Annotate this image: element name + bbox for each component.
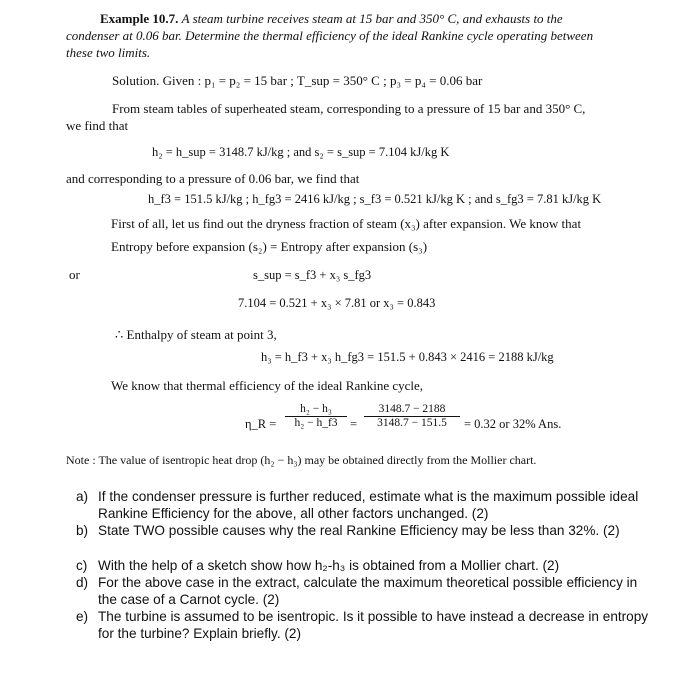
solution-given: Solution. Given : p₁ = p₂ = 15 bar ; T_sup = 350° C ; p₃ = p₄ = 0.06 bar <box>112 73 483 88</box>
question-text: If the condenser pressure is further reduced, estimate what is the maximum possible ideal Rankine Efficiency for the above, all other factors unchanged. (2) <box>98 489 639 521</box>
question-text: With the help of a sketch show how h₂-h₃ is obtained from a Mollier chart. (2) <box>98 558 560 573</box>
example-line-1 <box>100 11 563 27</box>
problem-text-2: condenser at 0.06 bar. Determine the thermal efficiency of the ideal Rankine cycle operating between <box>66 28 594 43</box>
question-letter: d) <box>76 575 89 590</box>
question-e <box>76 608 656 642</box>
fraction-numerator: h₂ − h₃ <box>285 403 347 417</box>
fraction-denominator: 3148.7 − 151.5 <box>377 417 447 429</box>
enthalpy-label: ∴ Enthalpy of steam at point 3, <box>115 327 277 342</box>
equation-h3: h₃ = h_f3 + x₃ h_fg3 = 151.5 + 0.843 × 2416 = 2188 kJ/kg <box>261 350 554 364</box>
dryness-intro: First of all, let us find out the dryness fraction of steam (x₃) after expansion. We know that <box>111 216 582 231</box>
note-text: Note : The value of isentropic heat drop (h₂ − h₃) may be obtained directly from the Mollier chart. <box>66 453 537 467</box>
equation-ssup: s_sup = s_f3 + x₃ s_fg3 <box>253 268 372 282</box>
question-a <box>76 488 656 522</box>
tables-line-2: we find that <box>66 118 129 133</box>
problem-text-3: these two limits. <box>66 45 151 60</box>
efficiency-fraction-symbolic <box>285 403 347 430</box>
problem-text-1: A steam turbine receives steam at 15 bar and 350° C, and exhausts to the <box>181 11 563 26</box>
entropy-statement: Entropy before expansion (s₂) = Entropy after expansion (s₃) <box>111 239 428 254</box>
question-d <box>76 574 656 608</box>
efficiency-intro: We know that thermal efficiency of the ideal Rankine cycle, <box>111 378 424 393</box>
equals-sign: = <box>350 417 358 431</box>
equation-hf3: h_f3 = 151.5 kJ/kg ; h_fg3 = 2416 kJ/kg ; s_f3 = 0.521 kJ/kg K ; and s_fg3 = 7.81 kJ/kg K <box>148 192 602 206</box>
fraction-denominator: h₂ − h_f3 <box>294 417 338 429</box>
question-letter: c) <box>76 558 88 573</box>
question-text: State TWO possible causes why the real Rankine Efficiency may be less than 32%. (2) <box>98 523 620 538</box>
fraction-numerator: 3148.7 − 2188 <box>364 403 460 417</box>
question-b <box>76 522 656 539</box>
question-c <box>76 557 656 574</box>
equation-x3: 7.104 = 0.521 + x₃ × 7.81 or x₃ = 0.843 <box>238 296 436 310</box>
efficiency-fraction-numeric <box>364 403 460 430</box>
corresponding-text: and corresponding to a pressure of 0.06 bar, we find that <box>66 171 360 186</box>
question-letter: b) <box>76 523 89 538</box>
example-heading: Example 10.7. <box>100 11 179 26</box>
question-text: The turbine is assumed to be isentropic. Is it possible to have instead a decrease in entropy for the turbine? Explain briefly. (2) <box>98 609 649 641</box>
eta-symbol: η_R = <box>245 417 277 431</box>
question-letter: e) <box>76 609 89 624</box>
efficiency-result: = 0.32 or 32% Ans. <box>464 417 562 431</box>
or-label: or <box>69 267 80 282</box>
question-text: For the above case in the extract, calculate the maximum theoretical possible efficiency in the case of a Carnot cycle. (2) <box>98 575 638 607</box>
equation-h2: h₂ = h_sup = 3148.7 kJ/kg ; and s₂ = s_sup = 7.104 kJ/kg K <box>152 145 450 159</box>
question-letter: a) <box>76 489 89 504</box>
tables-line-1: From steam tables of superheated steam, corresponding to a pressure of 15 bar and 350° C, <box>112 101 586 116</box>
